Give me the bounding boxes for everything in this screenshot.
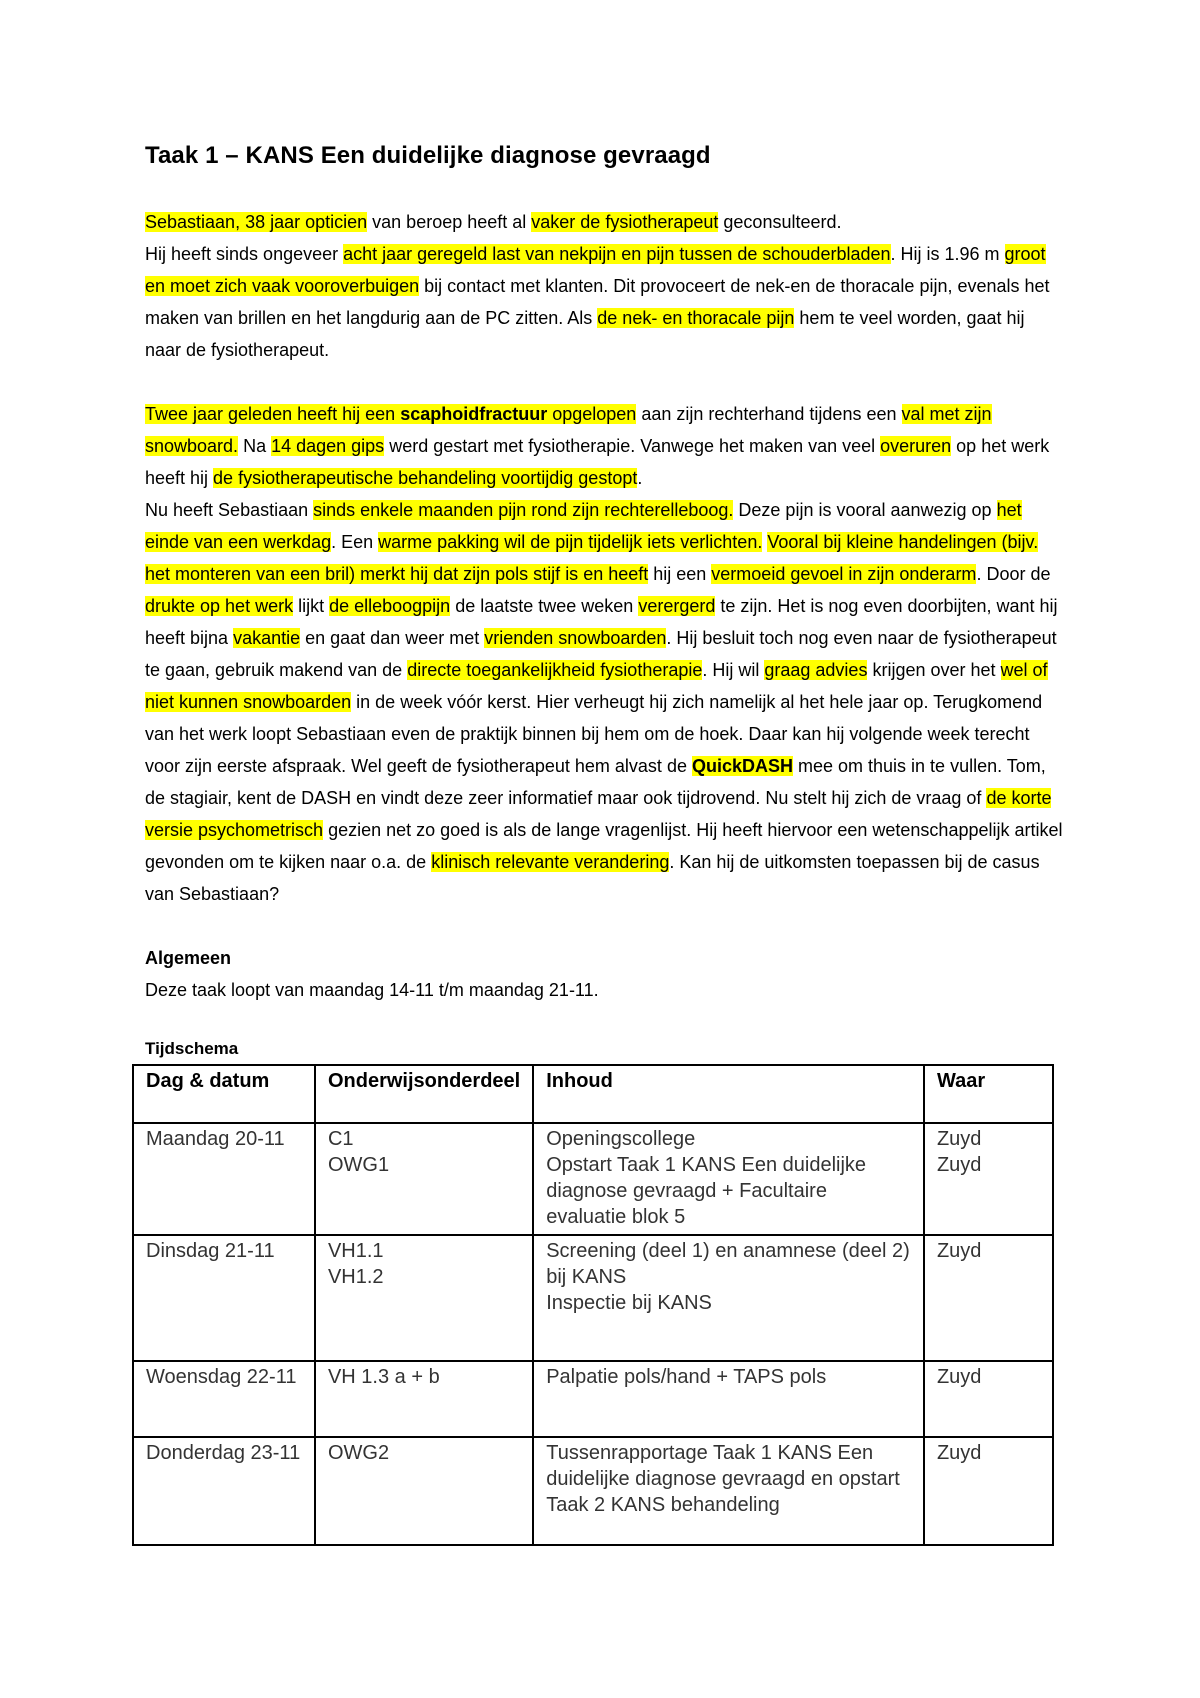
text-run: te zijn. Het is nog even doorbijten, want hij heeft bijna	[145, 596, 1058, 648]
text-run: . Hij is 1.96 m	[890, 244, 1005, 264]
highlighted-text: 14 dagen gips	[271, 436, 385, 456]
text-run: en gaat dan weer met	[300, 628, 485, 648]
text-run: hem te veel worden, gaat hij naar de fysiotherapeut.	[145, 308, 1025, 360]
highlighted-text: groot en moet zich vaak vooroverbuigen	[145, 244, 1046, 296]
document-title: Taak 1 – KANS Een duidelijke diagnose gevraagd	[145, 142, 711, 169]
cell-line: Palpatie pols/hand + TAPS pols	[546, 1366, 827, 1388]
highlighted-text: het einde van een werkdag	[145, 500, 1022, 552]
highlighted-text: klinisch relevante verandering	[431, 852, 670, 872]
highlighted-text: vakantie	[233, 628, 301, 648]
header-part: Onderwijsonderdeel	[315, 1065, 533, 1123]
text-run: Deze pijn is vooral aanwezig op	[733, 500, 997, 520]
text-run: . Door de	[976, 564, 1051, 584]
table-row	[133, 1437, 1053, 1545]
highlighted-text: warme pakking wil de pijn tijdelijk iets verlichten.	[378, 532, 763, 552]
text-run: . Hij wil	[702, 660, 765, 680]
text-run: . Een	[331, 532, 379, 552]
highlighted-text: QuickDASH	[691, 756, 793, 776]
cell-day: Woensdag 22-11	[133, 1361, 315, 1437]
cell-parts	[315, 1235, 533, 1361]
schedule-table	[132, 1064, 1054, 1546]
highlighted-text: de fysiotherapeutische behandeling voortijdig gestopt	[213, 468, 638, 488]
highlighted-text: drukte op het werk	[145, 596, 294, 616]
general-text: Deze taak loopt van maandag 14-11 t/m maandag 21-11.	[145, 980, 599, 1000]
cell-line: C1	[327, 1128, 354, 1150]
cell-where	[924, 1123, 1053, 1235]
text-run: Na	[238, 436, 272, 456]
cell-parts	[315, 1361, 533, 1437]
cell-content	[533, 1361, 924, 1437]
table-row	[133, 1123, 1053, 1235]
text-run: hij een	[648, 564, 712, 584]
text-run: Hij heeft sinds ongeveer	[145, 244, 344, 264]
cell-parts	[315, 1123, 533, 1235]
highlighted-text: vrienden snowboarden	[484, 628, 667, 648]
cell-line: VH 1.3 a + b	[327, 1366, 440, 1388]
highlighted-text: vaker de fysiotherapeut	[531, 212, 719, 232]
highlighted-text: opgelopen	[547, 404, 637, 424]
text-run: .	[637, 468, 643, 488]
text-run: de laatste twee weken	[450, 596, 639, 616]
table-row	[133, 1235, 1053, 1361]
cell-line: Tussenrapportage Taak 1 KANS Een duidelijke diagnose gevraagd en opstart Taak 2 KANS behandeling	[546, 1442, 900, 1516]
cell-content	[533, 1123, 924, 1235]
cell-line: Screening (deel 1) en anamnese (deel 2) bij KANS	[546, 1240, 910, 1288]
cell-line: Opstart Taak 1 KANS Een duidelijke diagnose gevraagd + Facultaire evaluatie blok 5	[546, 1154, 867, 1228]
schedule-title: Tijdschema	[145, 1039, 239, 1058]
highlighted-text: acht jaar geregeld last van nekpijn en pijn tussen de schouderbladen	[343, 244, 891, 264]
cell-content	[533, 1437, 924, 1545]
text-run: . Kan hij de uitkomsten toepassen bij de casus van Sebastiaan?	[145, 852, 1040, 904]
cell-day: Donderdag 23-11	[133, 1437, 315, 1545]
cell-day: Dinsdag 21-11	[133, 1235, 315, 1361]
highlighted-text: Twee jaar geleden heeft hij een	[145, 404, 401, 424]
cell-where	[924, 1361, 1053, 1437]
text-run: Nu heeft Sebastiaan	[145, 500, 314, 520]
cell-line: OWG2	[327, 1442, 390, 1464]
text-run: bij contact met klanten. Dit provoceert de nek-en de thoracale pijn, evenals het maken van brillen en het langdurig aan de PC zitten. Als	[145, 276, 1050, 328]
cell-day: Maandag 20-11	[133, 1123, 315, 1235]
text-run: lijkt	[293, 596, 330, 616]
highlighted-text: de korte versie psychometrisch	[145, 788, 1052, 840]
highlighted-text: vermoeid gevoel in zijn onderarm	[711, 564, 977, 584]
highlighted-text: de elleboogpijn	[329, 596, 451, 616]
case-paragraph-2	[145, 398, 1065, 910]
cell-line: Zuyd	[936, 1366, 982, 1388]
cell-line: Zuyd	[936, 1442, 982, 1464]
highlighted-text: de nek- en thoracale pijn	[597, 308, 795, 328]
cell-line: VH1.1	[327, 1240, 384, 1262]
highlighted-text: verergerd	[638, 596, 716, 616]
cell-where	[924, 1235, 1053, 1361]
table-row	[133, 1361, 1053, 1437]
header-where: Waar	[924, 1065, 1053, 1123]
highlighted-text: Vooral bij kleine handelingen (bijv. het monteren van een bril) merkt hij dat zijn pols stijf is en heeft	[145, 532, 1039, 584]
text-run: geconsulteerd.	[718, 212, 842, 232]
text-run: van beroep heeft al	[367, 212, 532, 232]
text-run: aan zijn rechterhand tijdens een	[636, 404, 902, 424]
cell-line: Zuyd	[936, 1240, 982, 1262]
document-page	[145, 140, 1065, 1546]
general-heading: Algemeen	[145, 948, 232, 968]
text-run: op het werk heeft hij	[145, 436, 1050, 488]
text-run: gezien net zo goed is als de lange vragenlijst. Hij heeft hiervoor een wetenschappelijk artikel gevonden om te kijken naar o.a. de	[145, 820, 1063, 872]
highlighted-text: overuren	[880, 436, 952, 456]
text-run: in de week vóór kerst. Hier verheugt hij zich namelijk al het hele jaar op. Terugkomend van het werk loopt Sebastiaan even de praktijk binnen bij hem om de hoek. Daar kan hij volgende week terecht voor zijn eerste afspraak. Wel geeft de fysiotherapeut hem alvast de	[145, 692, 1043, 776]
highlighted-text: sinds enkele maanden pijn rond zijn rechterelleboog.	[313, 500, 734, 520]
cell-line: Openingscollege	[546, 1128, 696, 1150]
cell-line: Zuyd	[936, 1128, 982, 1150]
highlighted-text: wel of niet kunnen snowboarden	[145, 660, 1048, 712]
text-run: krijgen over het	[867, 660, 1001, 680]
cell-content	[533, 1235, 924, 1361]
cell-line: VH1.2	[327, 1266, 384, 1288]
header-day: Dag & datum	[133, 1065, 315, 1123]
case-paragraph-1	[145, 206, 1065, 366]
highlighted-text: graag advies	[764, 660, 868, 680]
highlighted-text: val met zijn snowboard.	[145, 404, 992, 456]
text-run: mee om thuis in te vullen. Tom, de stagiair, kent de DASH en vindt deze zeer informatief maar ook tijdrovend. Nu stelt hij zich de vraag of	[145, 756, 1046, 808]
cell-parts	[315, 1437, 533, 1545]
cell-line: OWG1	[327, 1154, 390, 1176]
text-run: . Hij besluit toch nog even naar de fysiotherapeut te gaan, gebruik makend van de	[145, 628, 1057, 680]
text-run: werd gestart met fysiotherapie. Vanwege het maken van veel	[384, 436, 881, 456]
cell-where	[924, 1437, 1053, 1545]
highlighted-text: Sebastiaan, 38 jaar opticien	[145, 212, 368, 232]
highlighted-text: directe toegankelijkheid fysiotherapie	[407, 660, 703, 680]
cell-line: Zuyd	[936, 1154, 982, 1176]
header-content: Inhoud	[533, 1065, 924, 1123]
highlighted-text: scaphoidfractuur	[400, 404, 548, 424]
schedule-header-row	[133, 1065, 1053, 1123]
cell-line: Inspectie bij KANS	[546, 1292, 712, 1314]
